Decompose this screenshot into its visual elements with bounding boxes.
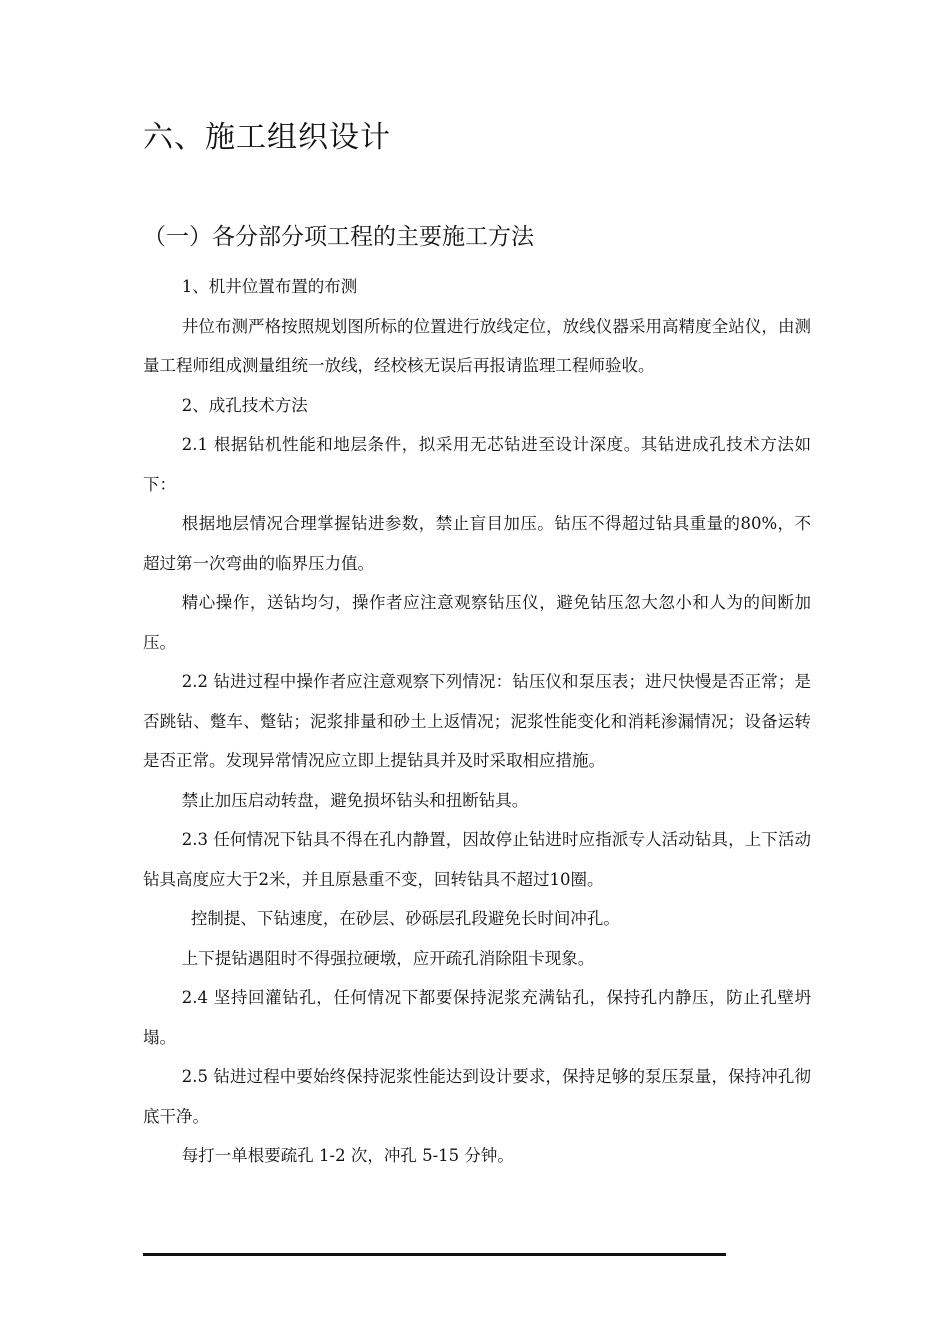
paragraph: 2.1 根据钻机性能和地层条件，拟采用无芯钻进至设计深度。其钻进成孔技术方法如下：: [143, 435, 811, 494]
paragraph: 禁止加压启动转盘，避免损坏钻头和扭断钻具。: [181, 790, 529, 810]
paragraph: 根据地层情况合理掌握钻进参数，禁止盲目加压。钻压不得超过钻具重量的80%，不超过第一次弯曲的临界压力值。: [143, 514, 811, 573]
paragraph: 上下提钻遇阻时不得强拉硬墩，应开疏孔消除阻卡现象。: [181, 948, 595, 968]
footer-rule: [143, 1253, 726, 1256]
paragraph: 2、成孔技术方法: [181, 395, 308, 415]
paragraph: 1、机井位置布置的布测: [181, 277, 358, 296]
paragraph: 控制提、下钻速度，在砂层、砂砾层孔段避免长时间冲孔。: [190, 909, 620, 928]
paragraph: 每打一单根要疏孔 1-2 次，冲孔 5-15 分钟。: [181, 1146, 514, 1165]
paragraph: 2.2 钻进过程中操作者应注意观察下列情况：钻压仪和泵压表；进尺快慢是否正常；是否跳钻、蹩车、蹩钻；泥浆排量和砂土上返情况；泥浆性能变化和消耗渗漏情况；设备运转是否正常。发现异常情况应立即上提钻具并及时采取相应措施。: [143, 672, 811, 770]
section-title: （一）各分部分项工程的主要施工方法: [143, 224, 534, 250]
paragraph: 2.5 钻进过程中要始终保持泥浆性能达到设计要求，保持足够的泵压泵量，保持冲孔彻底干净。: [143, 1067, 811, 1126]
body-text: [143, 267, 811, 1176]
paragraph: 井位布测严格按照规划图所标的位置进行放线定位，放线仪器采用高精度全站仪，由测量工程师组成测量组统一放线，经校核无误后再报请监理工程师验收。: [143, 316, 811, 375]
chapter-title: 六、施工组织设计: [143, 120, 391, 155]
paragraph: 2.4 坚持回灌钻孔，任何情况下都要保持泥浆充满钻孔，保持孔内静压，防止孔壁坍塌。: [143, 988, 811, 1047]
paragraph: 精心操作，送钻均匀，操作者应注意观察钻压仪，避免钻压忽大忽小和人为的间断加压。: [143, 593, 811, 652]
paragraph: 2.3 任何情况下钻具不得在孔内静置，因故停止钻进时应指派专人活动钻具，上下活动钻具高度应大于2米，并且原悬重不变，回转钻具不超过10圈。: [143, 830, 811, 889]
